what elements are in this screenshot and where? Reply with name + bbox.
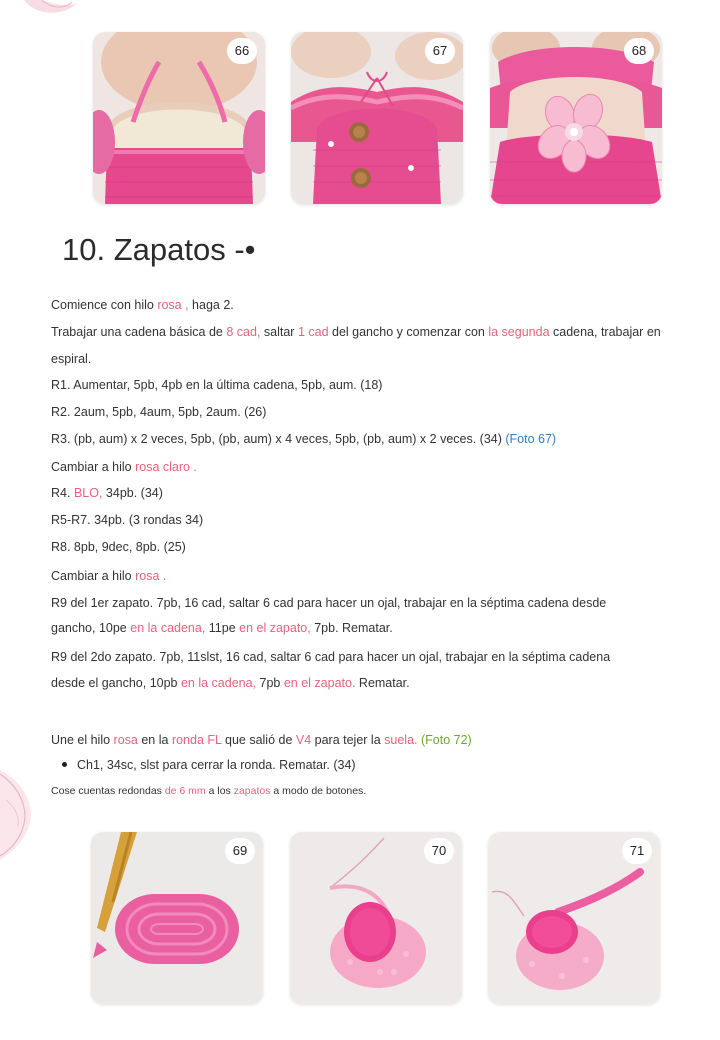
round-r9-first-shoe-cont	[51, 619, 691, 637]
photo-reference: (Foto 72)	[420, 733, 472, 747]
text-span: R4.	[51, 486, 74, 500]
text-span: a modo de botones.	[270, 785, 367, 797]
text-span: cadena, trabajar en	[549, 325, 661, 339]
text-span: 7pb. Rematar.	[310, 621, 393, 635]
highlight-span: en la cadena,	[130, 621, 206, 635]
text-span: Cose cuentas redondas	[51, 785, 165, 797]
round-r9-second-shoe-cont	[51, 674, 691, 692]
text-span: Trabajar una cadena básica de	[51, 325, 227, 339]
round-r4	[51, 484, 691, 502]
photo-number-badge: 68	[624, 38, 654, 64]
color-change-line-2	[51, 567, 691, 585]
highlight-span: 1 cad	[297, 325, 329, 339]
photo-71	[488, 832, 660, 1004]
text-span: 7pb	[256, 676, 284, 690]
highlight-span: rosa claro .	[135, 460, 197, 474]
highlight-span: la segunda	[488, 325, 550, 339]
photo-number-badge: 69	[225, 838, 255, 864]
text-span: R3. (pb, aum) x 2 veces, 5pb, (pb, aum) x 4 veces, 5pb, (pb, aum) x 2 veces. (34)	[51, 432, 506, 446]
bullet-item: Ch1, 34sc, slst para cerrar la ronda. Rematar. (34)	[77, 758, 356, 772]
bullet-dot-icon	[62, 762, 67, 767]
text-line-2	[51, 323, 691, 341]
text-span: 34pb. (34)	[102, 486, 163, 500]
round-r5-r7: R5-R7. 34pb. (3 rondas 34)	[51, 513, 204, 527]
highlight-span: en el zapato,	[239, 621, 311, 635]
text-span: gancho, 10pe	[51, 621, 131, 635]
text-line-2b: espiral.	[51, 352, 92, 366]
round-r1: R1. Aumentar, 5pb, 4pb en la última cadena, 5pb, aum. (18)	[51, 378, 383, 392]
highlight-span: de 6 mm	[164, 785, 206, 797]
highlight-span: zapatos	[233, 785, 271, 797]
color-change-line	[51, 458, 691, 476]
highlight-span: suela.	[384, 733, 418, 747]
text-span: Cambiar a hilo	[51, 460, 136, 474]
photo-66	[93, 32, 265, 204]
text-span: para tejer la	[311, 733, 385, 747]
text-span: haga 2.	[188, 298, 234, 312]
photo-70	[290, 832, 462, 1004]
photo-reference: (Foto 67)	[505, 432, 557, 446]
text-line-1	[51, 296, 691, 314]
petal-decoration-top	[20, 0, 80, 22]
highlight-span: en el zapato.	[283, 676, 356, 690]
highlight-span: BLO,	[73, 486, 103, 500]
photo-number-badge: 67	[425, 38, 455, 64]
photo-67	[291, 32, 463, 204]
photo-69	[91, 832, 263, 1004]
text-span: que salió de	[221, 733, 296, 747]
highlight-span: 8 cad,	[226, 325, 261, 339]
text-span: a los	[205, 785, 234, 797]
highlight-span: ronda FL	[171, 733, 222, 747]
highlight-span: V4	[295, 733, 312, 747]
highlight-span: rosa .	[135, 569, 167, 583]
top-photo-row	[0, 32, 720, 206]
photo-68	[490, 32, 662, 204]
round-r3	[51, 430, 691, 448]
round-r8: R8. 8pb, 9dec, 8pb. (25)	[51, 540, 186, 554]
bead-note	[51, 782, 691, 800]
highlight-span: rosa	[113, 733, 138, 747]
photo-number-badge: 66	[227, 38, 257, 64]
text-span: del gancho y comenzar con	[328, 325, 489, 339]
photo-number-badge: 70	[424, 838, 454, 864]
round-r2: R2. 2aum, 5pb, 4aum, 5pb, 2aum. (26)	[51, 405, 267, 419]
highlight-span: en la cadena,	[180, 676, 257, 690]
round-r9-first-shoe: R9 del 1er zapato. 7pb, 16 cad, saltar 6 cad para hacer un ojal, trabajar en la séptima cadena desde	[51, 596, 607, 610]
highlight-span: rosa ,	[157, 298, 189, 312]
text-span: 11pe	[205, 621, 240, 635]
section-title: 10. Zapatos -•	[62, 232, 256, 267]
text-span: saltar	[260, 325, 298, 339]
text-span: Cambiar a hilo	[51, 569, 136, 583]
round-r9-second-shoe: R9 del 2do zapato. 7pb, 11slst, 16 cad, saltar 6 cad para hacer un ojal, trabajar en la séptima cadena	[51, 650, 611, 664]
text-span: desde el gancho, 10pb	[51, 676, 181, 690]
text-span: Comience con hilo	[51, 298, 158, 312]
text-span: Une el hilo	[51, 733, 114, 747]
text-span: en la	[137, 733, 172, 747]
photo-number-badge: 71	[622, 838, 652, 864]
sole-instruction	[51, 731, 691, 749]
text-span: Rematar.	[355, 676, 410, 690]
bottom-photo-row	[0, 832, 720, 1006]
